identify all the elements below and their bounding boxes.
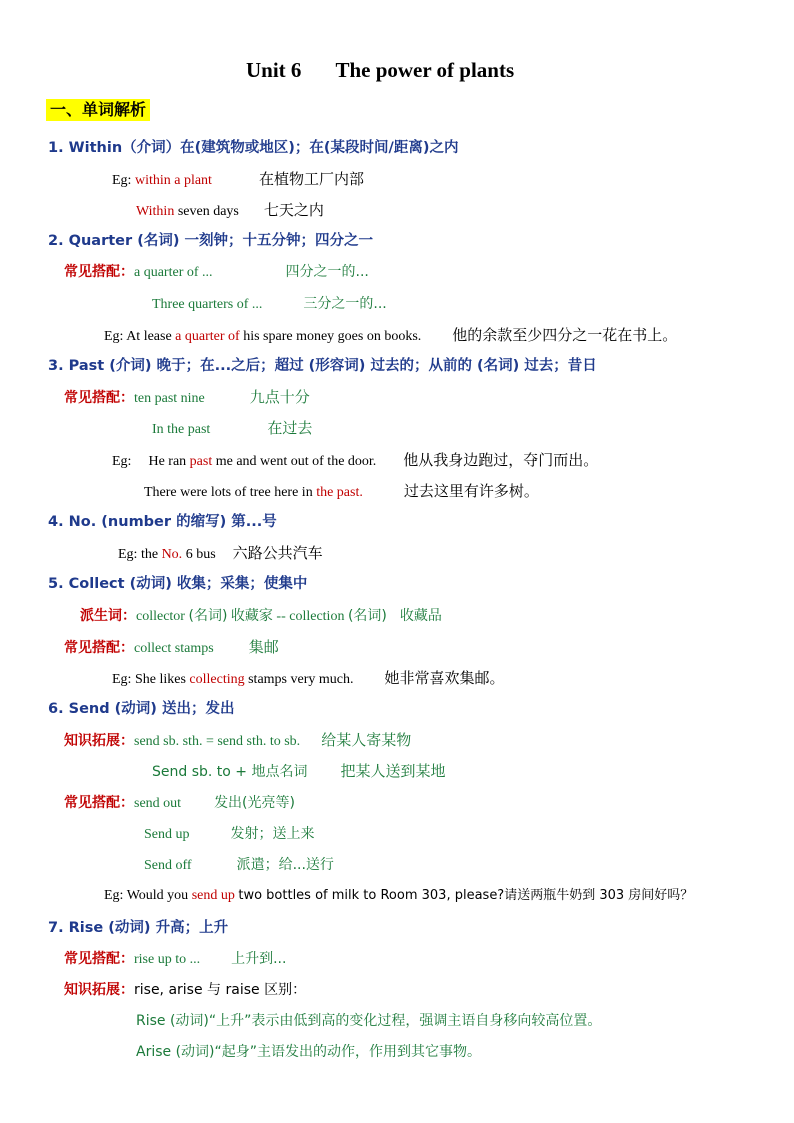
collocation-line: In the past 在过去 (152, 419, 313, 437)
example-line: There were lots of tree here in the past. 过去这里有许多树。 (144, 482, 539, 500)
extension-line: 知识拓展：send sb. sth. = send sth. to sb. 给某人寄某物 (64, 731, 412, 749)
word-heading-past: 3. Past (介词) 晚于；在...之后；超过 (形容词) 过去的；从前的 (名词) 过去；昔日 (48, 358, 597, 374)
example-line: Eg: Would you send up two bottles of milk to Room 303, please?请送两瓶牛奶到 303 房间好吗？ (104, 888, 694, 903)
example-line: Eg: At lease a quarter of his spare money goes on books. 他的余款至少四分之一花在书上。 (104, 326, 678, 344)
word-heading-collect: 5. Collect (动词) 收集；采集；使集中 (48, 576, 308, 592)
collocation-line: 常见搭配：a quarter of ... 四分之一的... (64, 264, 369, 280)
example-line: Eg: within a plant 在植物工厂内部 (112, 170, 364, 188)
example-line: Eg: He ran past me and went out of the door. 他从我身边跑过，夺门而出。 (112, 451, 599, 469)
collocation-line: Three quarters of ... 三分之一的... (152, 296, 387, 312)
example-line: Eg: She likes collecting stamps very much. 她非常喜欢集邮。 (112, 669, 505, 687)
extension-note: Rise (动词)“上升”表示由低到高的变化过程，强调主语自身移向较高位置。 (136, 1013, 602, 1029)
extension-note: Arise (动词)“起身”主语发出的动作，作用到其它事物。 (136, 1044, 482, 1060)
example-line: Eg: the No. 6 bus 六路公共汽车 (118, 544, 323, 562)
collocation-line: 常见搭配：rise up to ... 上升到... (64, 951, 287, 967)
unit-number: Unit 6 (246, 58, 302, 82)
collocation-line: 常见搭配：send out 发出(光亮等) (64, 795, 295, 811)
collocation-line: 常见搭配：ten past nine 九点十分 (64, 388, 310, 406)
page-title (246, 57, 514, 83)
collocation-line: Send up 发射；送上来 (144, 826, 315, 842)
extension-line: 知识拓展：rise, arise 与 raise 区别： (64, 982, 307, 998)
extension-line: Send sb. to + 地点名词 把某人送到某地 (152, 762, 446, 780)
word-heading-send: 6. Send (动词) 送出；发出 (48, 701, 235, 717)
derivative-line: 派生词：collector (名词) 收藏家 -- collection (名词) 收藏品 (80, 608, 442, 624)
word-heading-rise: 7. Rise (动词) 升高；上升 (48, 920, 229, 936)
word-heading-quarter: 2. Quarter (名词) 一刻钟；十五分钟；四分之一 (48, 233, 373, 249)
word-heading-no: 4. No. (number 的缩写) 第...号 (48, 514, 277, 530)
collocation-line: 常见搭配：collect stamps 集邮 (64, 638, 279, 656)
section-heading: 一、单词解析 (46, 99, 150, 121)
collocation-line: Send off 派遣；给...送行 (144, 857, 334, 873)
word-heading-within: 1. Within（介词）在(建筑物或地区)；在(某段时间/距离)之内 (48, 140, 459, 156)
example-line: Within seven days 七天之内 (136, 201, 324, 219)
unit-name: The power of plants (335, 58, 515, 82)
